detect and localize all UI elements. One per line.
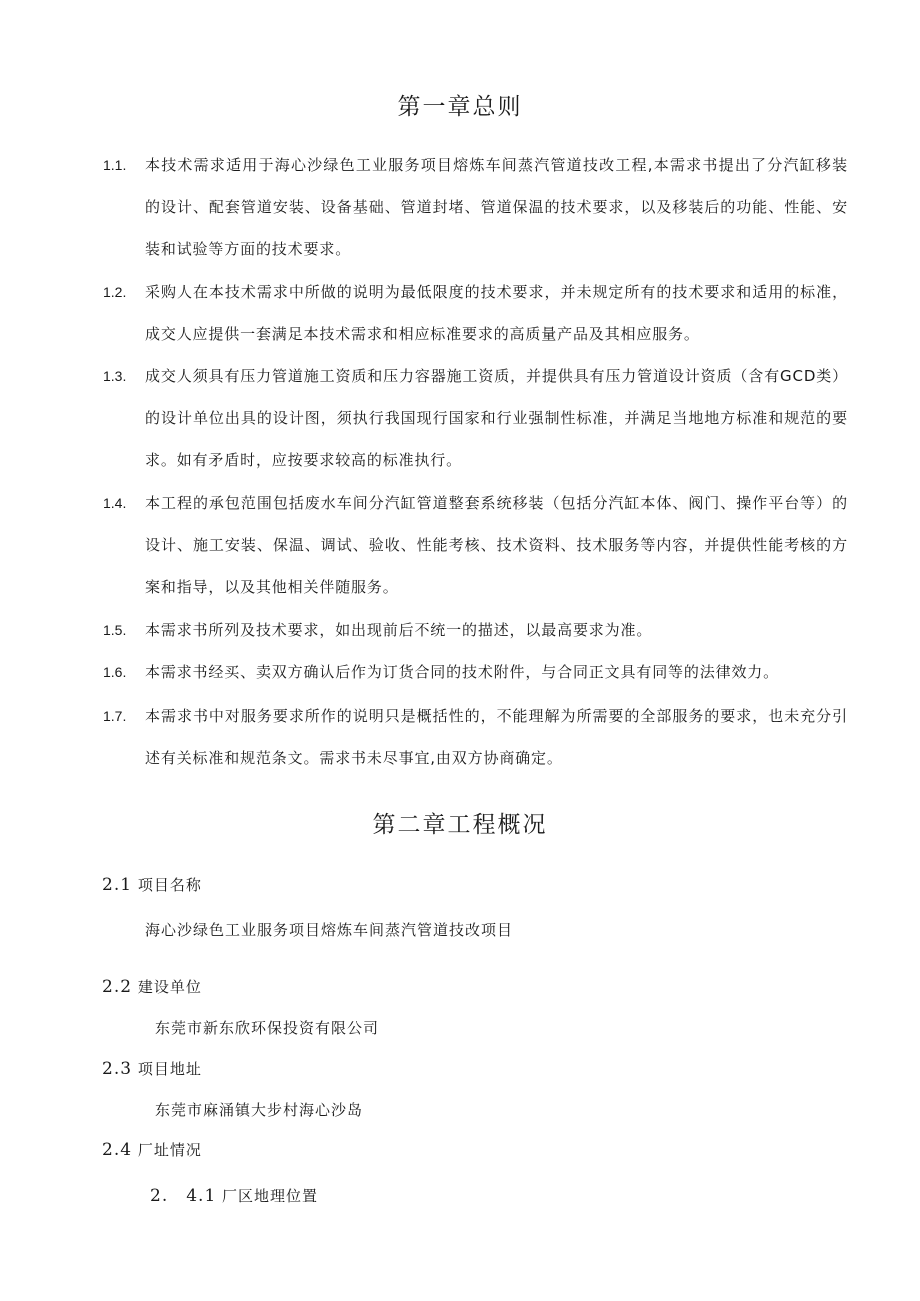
subsection-heading-text: 厂区地理位置 <box>222 1187 319 1205</box>
section-heading-text: 厂址情况 <box>137 1141 202 1159</box>
clause-number: 1.4. <box>103 495 127 511</box>
clause-1-7 <box>103 695 853 779</box>
section-number: 2.3 <box>102 1059 133 1079</box>
clause-1-1 <box>103 144 853 270</box>
clause-1-5 <box>103 609 853 651</box>
clause-text: 成交人须具有压力管道施工资质和压力容器施工资质，并提供具有压力管道设计资质（含有GCD类）的设计单位出具的设计图，须执行我国现行国家和行业强制性标准，并满足当地地方标准和规范的要求。如有矛盾时，应按要求较高的标准执行。 <box>145 367 848 469</box>
clause-text: 本需求书中对服务要求所作的说明只是概括性的，不能理解为所需要的全部服务的要求，也未充分引述有关标准和规范条文。需求书未尽事宜,由双方协商确定。 <box>145 707 848 767</box>
clause-text: 本技术需求适用于海心沙绿色工业服务项目熔炼车间蒸汽管道技改工程,本需求书提出了分汽缸移装的设计、配套管道安装、设备基础、管道封堵、管道保温的技术要求，以及移装后的功能、性能、安装和试验等方面的技术要求。 <box>145 156 848 258</box>
chapter-1-title: 第一章总则 <box>397 94 523 120</box>
clause-text: 本工程的承包范围包括废水车间分汽缸管道整套系统移装（包括分汽缸本体、阀门、操作平台等）的设计、施工安装、保温、调试、验收、性能考核、技术资料、技术服务等内容，并提供性能考核的方案和指导，以及其他相关伴随服务。 <box>145 494 848 596</box>
section-heading-text: 建设单位 <box>137 978 202 996</box>
clause-1-3 <box>103 355 853 481</box>
clause-number: 1.5. <box>103 622 127 638</box>
clause-1-4 <box>103 482 853 608</box>
clause-number: 1.2. <box>103 284 127 300</box>
clause-number: 1.3. <box>103 368 127 384</box>
subsection-number: 2. 4.1 <box>150 1186 217 1206</box>
chapter-2-title: 第二章工程概况 <box>372 812 548 838</box>
section-2-3-heading <box>102 1058 202 1079</box>
clause-number: 1.1. <box>103 157 127 173</box>
clause-number: 1.6. <box>103 664 127 680</box>
section-2-1-heading <box>102 874 202 895</box>
section-2-2-heading <box>102 976 202 997</box>
section-number: 2.1 <box>102 875 133 895</box>
clause-text: 采购人在本技术需求中所做的说明为最低限度的技术要求，并未规定所有的技术要求和适用的标准，成交人应提供一套满足本技术需求和相应标准要求的高质量产品及其相应服务。 <box>145 283 848 343</box>
section-number: 2.4 <box>102 1140 133 1160</box>
clause-number: 1.7. <box>103 708 127 724</box>
construction-unit-value: 东莞市新东欣环保投资有限公司 <box>155 1019 380 1037</box>
clause-1-2 <box>103 271 853 355</box>
project-name-value: 海心沙绿色工业服务项目熔炼车间蒸汽管道技改项目 <box>145 921 514 939</box>
clause-text: 本需求书所列及技术要求，如出现前后不统一的描述，以最高要求为准。 <box>145 621 653 639</box>
clause-1-6 <box>103 651 853 693</box>
clause-text: 本需求书经买、卖双方确认后作为订货合同的技术附件，与合同正文具有同等的法律效力。 <box>145 663 780 681</box>
section-number: 2.2 <box>102 977 133 997</box>
subsection-2-4-1-heading <box>150 1181 318 1206</box>
section-heading-text: 项目名称 <box>137 876 202 894</box>
section-heading-text: 项目地址 <box>137 1060 202 1078</box>
section-2-4-heading <box>102 1139 202 1160</box>
project-address-value: 东莞市麻涌镇大步村海心沙岛 <box>155 1101 364 1119</box>
